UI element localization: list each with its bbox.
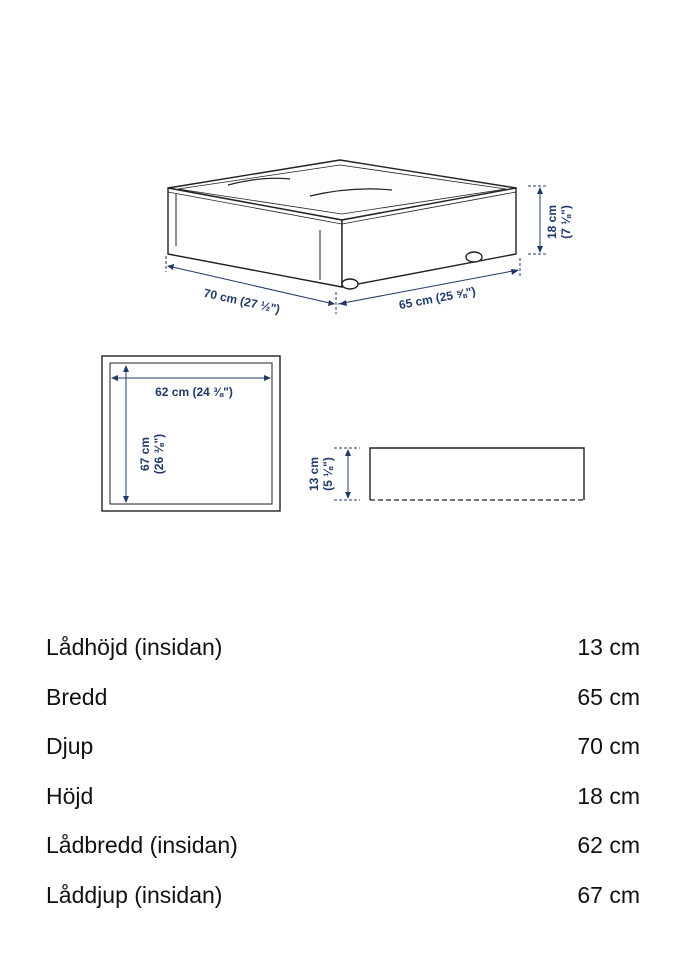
dim-label-outer-width: 65 cm (25 ⅝") xyxy=(397,284,477,313)
spec-value: 67 cm xyxy=(577,881,640,908)
spec-value: 65 cm xyxy=(577,683,640,710)
spec-value: 62 cm xyxy=(577,832,640,859)
dim-label-outer-height: 18 cm xyxy=(545,204,559,240)
spec-row-inner-width xyxy=(46,832,640,882)
spec-label: Bredd xyxy=(46,683,108,710)
spec-label: Låddjup (insidan) xyxy=(46,881,223,908)
spec-row-inner-depth xyxy=(46,882,640,932)
box-top-view xyxy=(102,356,280,511)
spec-label: Höjd xyxy=(46,782,94,809)
dim-label-inner-depth: 67 cm xyxy=(138,436,152,472)
spec-row-height xyxy=(46,783,640,833)
box-isometric-illustration xyxy=(168,160,516,289)
dimension-line-inner-height xyxy=(334,448,360,500)
spec-value: 13 cm xyxy=(577,634,640,660)
dim-label-inner-height-inch: (5 ⅛") xyxy=(321,457,335,491)
spec-value: 18 cm xyxy=(577,782,640,809)
spec-label: Djup xyxy=(46,733,94,760)
spec-label: Lådhöjd (insidan) xyxy=(46,634,223,660)
spec-label: Lådbredd (insidan) xyxy=(46,832,238,859)
spec-row-width xyxy=(46,684,640,734)
spec-value: 70 cm xyxy=(577,733,640,760)
dimension-spec-list xyxy=(46,634,640,932)
spec-row-inner-height xyxy=(46,634,640,684)
dim-label-outer-height-inch: (7 ⅛") xyxy=(559,205,573,239)
dim-label-inner-width: 62 cm (24 ⅜") xyxy=(155,385,233,399)
dim-label-inner-height: 13 cm xyxy=(307,456,321,492)
dim-label-inner-depth-inch: (26 ⅜") xyxy=(152,433,166,475)
dim-label-outer-depth: 70 cm (27 ½") xyxy=(202,285,282,317)
box-side-view xyxy=(370,448,584,500)
spec-row-depth xyxy=(46,733,640,783)
